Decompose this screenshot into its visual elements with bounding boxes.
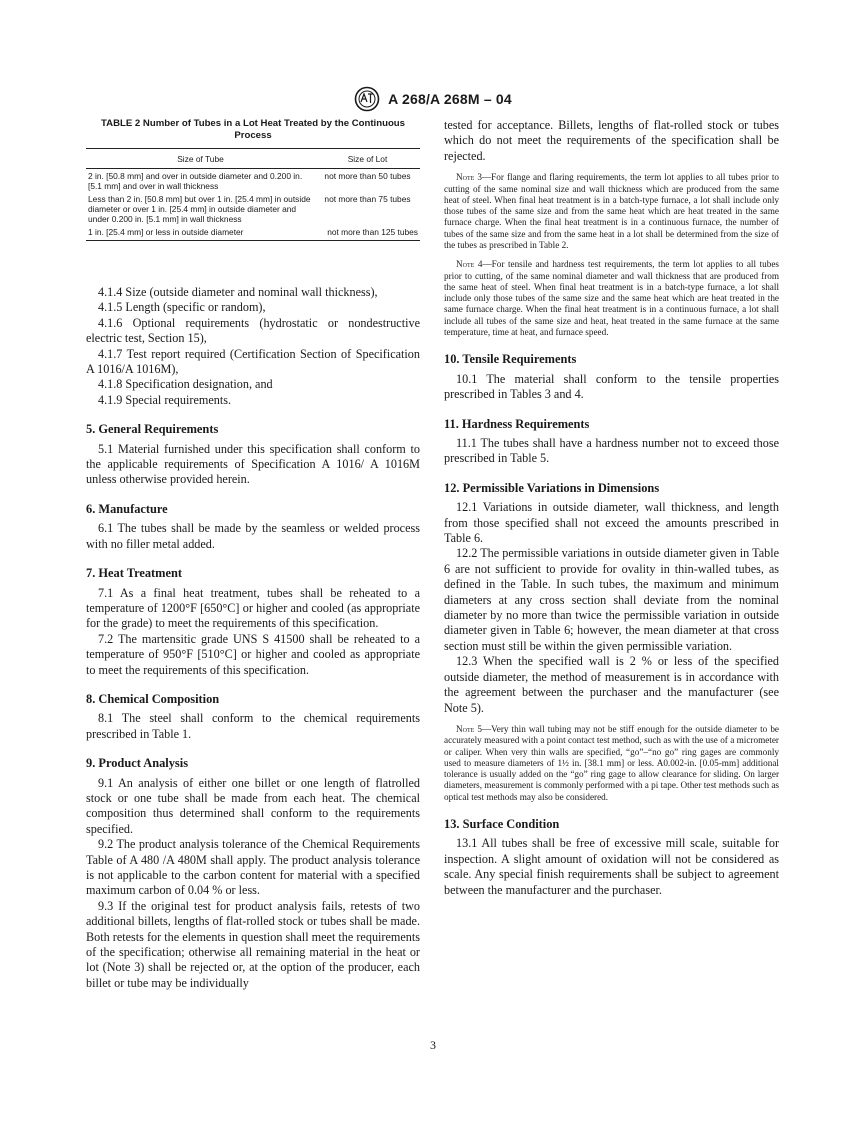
- item-4-1-9: 4.1.9 Special requirements.: [98, 392, 232, 407]
- paragraph: 10.1 The material shall conform to the tensile properties prescribed in Tables 3 and 4.: [444, 371, 779, 402]
- section-heading: 12. Permissible Variations in Dimensions: [444, 480, 660, 495]
- table-cell-size: 1 in. [25.4 mm] or less in outside diameter: [86, 225, 315, 241]
- note-5: [444, 724, 779, 803]
- paragraph: 5.1 Material furnished under this specification shall conform to the applicable requirements of Specification A 1016/ A 1016M unless otherwise provided herein.: [86, 441, 420, 487]
- page-number: 3: [430, 1038, 436, 1052]
- right-column: [444, 118, 779, 898]
- section-heading: 9. Product Analysis: [86, 756, 189, 771]
- section-heading: 7. Heat Treatment: [86, 566, 183, 581]
- note-text: —For flange and flaring requirements, the term lot applies to all tubes prior to cutting of the same nominal size and wall thickness which are produced from the same heat of steel. When final heat treatment is in a batch-type furnace, a lot shall include only those tubes of the same size and from the same heat which are heat treated in the same furnace charge. When the final heat treatment is in a continuous furnace, the number of tubes of the same size and from the same heat in a lot shall be determined from the size of the tubes as prescribed in Table 2.: [444, 172, 779, 250]
- item-4-1-5: 4.1.5 Length (specific or random),: [98, 300, 266, 315]
- paragraph: 6.1 The tubes shall be made by the seamless or welded process with no filler metal added.: [86, 521, 420, 551]
- note-3: [444, 172, 779, 251]
- section-heading: 6. Manufacture: [86, 501, 168, 516]
- table-cell-lot: not more than 50 tubes: [324, 171, 411, 181]
- item-4-1-4: 4.1.4 Size (outside diameter and nominal wall thickness),: [98, 285, 378, 299]
- page-header: [0, 86, 866, 112]
- table-cell-size: 2 in. [50.8 mm] and over in outside diameter and 0.200 in. [5.1 mm] and over in wall thickness: [88, 171, 303, 191]
- paragraph: 9.2 The product analysis tolerance of the Chemical Requirements Table of A 480 /A 480M shall apply. The product analysis tolerance is not applicable to the carbon content for material with a specified maximum carbon of 0.04 % or less.: [86, 837, 420, 898]
- document-designation: A 268/A 268M – 04: [388, 91, 512, 107]
- paragraph: 12.3 When the specified wall is 2 % or less of the specified outside diameter, the method of measurement is in accordance with the agreement between the purchaser and the manufacturer (see Note 5).: [444, 654, 779, 715]
- table-cell-size: Less than 2 in. [50.8 mm] but over 1 in. [25.4 mm] in outside diameter or over 1 in. [25.4 mm] in outside diameter and under 0.200 in. [5.1 mm] in wall thickness: [88, 194, 311, 224]
- left-column: [86, 118, 420, 991]
- note-text: —Very thin wall tubing may not be stiff enough for the outside diameter to be accurately measured with a point contact test method, such as with the use of a micrometer or caliper. When very thin walls are specified, “go”–“no go” ring gages are commonly used to measure diameters of 1½ in. [38.1 mm] or less. A0.002-in. [0.05-mm] additional tolerance is usually added on the “go” ring gage to allow clearance for sliding. On larger diameters, measurement is commonly performed with a pi tape. Other test methods such as optical test methods may also be considered.: [444, 723, 779, 802]
- paragraph-continued: tested for acceptance. Billets, lengths of flat-rolled stock or tubes which do not meet the requirements of the specification shall be rejected.: [444, 118, 779, 163]
- note-label: Note 3: [456, 172, 482, 183]
- note-label: Note 4: [456, 259, 483, 270]
- paragraph: 9.1 An analysis of either one billet or one length of flatrolled stock or one tube shall be made from each heat. The chemical composition thus determined shall conform to the requirements specified.: [86, 775, 420, 836]
- table-2-caption: TABLE 2 Number of Tubes in a Lot Heat Treated by the Continuous Process: [101, 118, 405, 141]
- note-text: —For tensile and hardness test requirements, the term lot applies to all tubes prior to cutting, of the same nominal diameter and wall thickness that are produced from the same heat of steel. When final heat treatment is in a batch-type furnace, a lot shall include only those tubes of the same size and the same heat which are heat treated in the same furnace charge. When the final heat treatment is in a continuous furnace, a lot shall include all tubes of the same size and heat, heat treated in the same furnace at the same temperature, time at heat, and furnace speed.: [444, 259, 779, 338]
- paragraph: 7.2 The martensitic grade UNS S 41500 shall be reheated to a temperature of 950°F [510°C] or higher and cooled as appropriate to meet the requirements of this specification.: [86, 631, 420, 677]
- paragraph: 9.3 If the original test for product analysis fails, retests of two additional billets, lengths of flat-rolled stock or tubes shall be made. Both retests for the elements in question shall meet the requirements of the specification; otherwise all remaining material in the heat or lot (Note 3) shall be rejected or, at the option of the producer, each billet or tube may be individually: [86, 898, 420, 990]
- table-row: [86, 225, 420, 241]
- paragraph: 12.1 Variations in outside diameter, wall thickness, and length from those specified shall not exceed the amounts prescribed in Table 6.: [444, 500, 779, 546]
- paragraph: 8.1 The steel shall conform to the chemical requirements prescribed in Table 1.: [86, 711, 420, 741]
- item-4-1-6: 4.1.6 Optional requirements (hydrostatic or nondestructive electric test, Section 15),: [86, 315, 420, 346]
- table-row: [86, 169, 420, 193]
- paragraph: 11.1 The tubes shall have a hardness number not to exceed those prescribed in Table 5.: [444, 436, 779, 466]
- table-row: [86, 192, 420, 225]
- paragraph: 12.2 The permissible variations in outside diameter given in Table 6 are not sufficient to provide for ovality in thin-walled tubes, as defined in the Table. In such tubes, the maximum and minimum diameters at any cross section shall deviate from the nominal diameter by no more than twice the permissible variation in outside diameter given in Table 6; however, the mean diameter at that cross section must still be within the given permissible variation.: [444, 546, 779, 653]
- table-cell-lot: not more than 75 tubes: [324, 194, 411, 204]
- item-4-1-8: 4.1.8 Specification designation, and: [98, 377, 273, 392]
- section-heading: 5. General Requirements: [86, 422, 219, 437]
- section-heading: 13. Surface Condition: [444, 816, 560, 831]
- section-heading: 10. Tensile Requirements: [444, 352, 577, 367]
- section-heading: 8. Chemical Composition: [86, 691, 220, 706]
- paragraph: 13.1 All tubes shall be free of excessive mill scale, suitable for inspection. A slight amount of oxidation will not be considered as scale. Any special finish requirements shall be subject to agreement between the manufacturer and the purchaser.: [444, 836, 779, 897]
- note-4: [444, 259, 779, 338]
- note-label: Note 5: [456, 723, 482, 734]
- table-header-size-of-lot: Size of Lot: [315, 149, 420, 169]
- table-header-size-of-tube: Size of Tube: [86, 149, 315, 169]
- paragraph: 7.1 As a final heat treatment, tubes shall be reheated to a temperature of 1200°F [650°C] or higher and cooled (as appropriate for the grade) to meet the requirements of this specification.: [86, 585, 420, 631]
- table-cell-lot: not more than 125 tubes: [315, 225, 420, 241]
- table-2: [86, 148, 420, 241]
- astm-logo-icon: [354, 86, 380, 112]
- item-4-1-7: 4.1.7 Test report required (Certification Section of Specification A 1016/A 1016M),: [86, 346, 420, 377]
- section-heading: 11. Hardness Requirements: [444, 416, 590, 431]
